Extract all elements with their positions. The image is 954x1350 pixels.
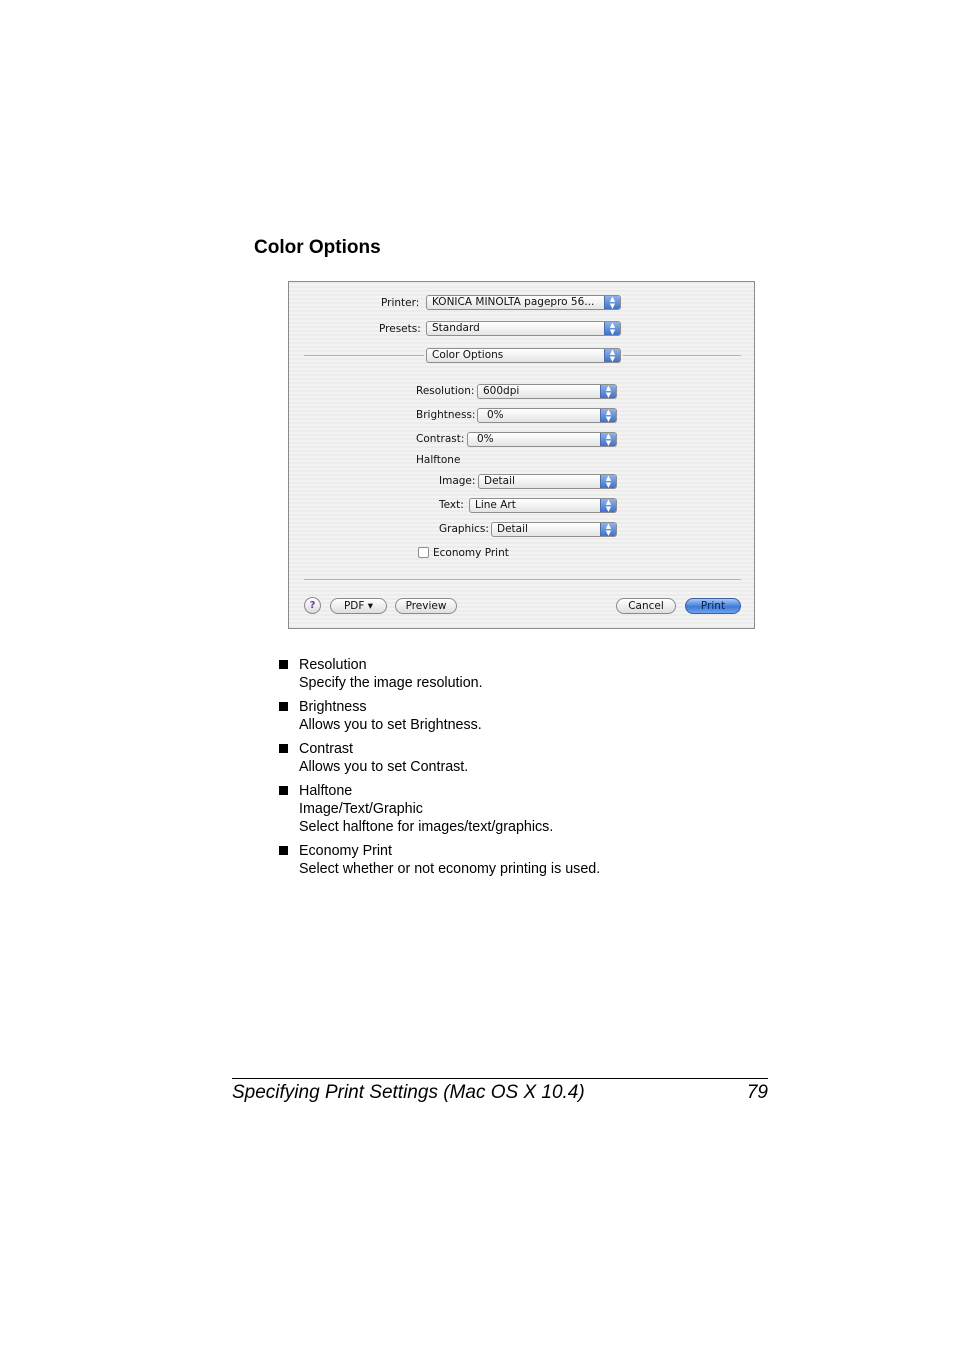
list-item [277, 740, 600, 776]
resolution-popup[interactable] [477, 384, 617, 399]
option-descriptions [277, 656, 600, 884]
item-subtitle: Image/Text/Graphic [299, 801, 423, 817]
image-value: Detail [484, 475, 515, 487]
print-button[interactable]: Print [685, 598, 741, 614]
text-label: Text: [439, 499, 464, 511]
bullet-square-icon [279, 846, 288, 855]
panel-value: Color Options [432, 349, 504, 361]
text-value: Line Art [475, 499, 516, 511]
bullet-square-icon [279, 744, 288, 753]
bullet-square-icon [279, 702, 288, 711]
pdf-button[interactable]: PDF ▾ [330, 598, 387, 614]
text-popup[interactable] [469, 498, 617, 513]
presets-value: Standard [432, 322, 480, 334]
bullet-square-icon [279, 786, 288, 795]
separator-line [304, 579, 741, 580]
popup-arrows-icon: ▲ ▼ [600, 385, 616, 398]
separator-line [623, 355, 741, 356]
item-description: Allows you to set Contrast. [299, 759, 469, 775]
graphics-label: Graphics: [439, 523, 489, 535]
footer-rule [232, 1078, 768, 1079]
popup-arrows-icon: ▲ ▼ [600, 433, 616, 446]
popup-arrows-icon: ▲ ▼ [600, 409, 616, 422]
page-number: 79 [746, 1082, 768, 1103]
popup-arrows-icon: ▲ ▼ [600, 523, 616, 536]
graphics-popup[interactable] [491, 522, 617, 537]
brightness-popup[interactable] [477, 408, 617, 423]
list-item [277, 782, 600, 836]
contrast-popup[interactable] [467, 432, 617, 447]
popup-arrows-icon: ▲ ▼ [600, 475, 616, 488]
presets-label: Presets: [379, 323, 421, 335]
presets-popup[interactable] [426, 321, 621, 336]
popup-arrows-icon: ▲ ▼ [604, 322, 620, 335]
resolution-label: Resolution: [416, 385, 475, 397]
bullet-square-icon [279, 660, 288, 669]
list-item [277, 698, 600, 734]
economy-print-checkbox[interactable] [418, 547, 429, 558]
image-popup[interactable] [478, 474, 617, 489]
printer-popup[interactable] [426, 295, 621, 310]
brightness-label: Brightness: [416, 409, 476, 421]
image-label: Image: [439, 475, 476, 487]
contrast-label: Contrast: [416, 433, 465, 445]
contrast-value: 0% [477, 433, 494, 445]
item-description: Specify the image resolution. [299, 675, 483, 691]
graphics-value: Detail [497, 523, 528, 535]
list-item [277, 656, 600, 692]
printer-label: Printer: [381, 297, 420, 309]
print-dialog [288, 281, 755, 629]
popup-arrows-icon: ▲ ▼ [604, 296, 620, 309]
preview-button[interactable]: Preview [395, 598, 457, 614]
panel-popup[interactable] [426, 348, 621, 363]
halftone-label: Halftone [416, 454, 461, 466]
item-title: Economy Print [299, 843, 392, 859]
help-button[interactable]: ? [304, 597, 321, 614]
popup-arrows-icon: ▲ ▼ [600, 499, 616, 512]
item-description: Allows you to set Brightness. [299, 717, 482, 733]
item-title: Contrast [299, 741, 354, 757]
printer-value: KONICA MINOLTA pagepro 56... [432, 296, 595, 308]
item-title: Brightness [299, 699, 367, 715]
item-title: Halftone [299, 783, 353, 799]
resolution-value: 600dpi [483, 385, 520, 397]
footer-title: Specifying Print Settings (Mac OS X 10.4) [232, 1082, 585, 1103]
brightness-value: 0% [487, 409, 504, 421]
popup-arrows-icon: ▲ ▼ [604, 349, 620, 362]
item-description: Select whether or not economy printing is used. [299, 861, 601, 877]
item-description: Select halftone for images/text/graphics. [299, 819, 554, 835]
list-item [277, 842, 600, 878]
section-title: Color Options [254, 237, 381, 258]
cancel-button[interactable]: Cancel [616, 598, 676, 614]
separator-line [304, 355, 424, 356]
economy-print-label[interactable]: Economy Print [433, 547, 509, 559]
item-title: Resolution [299, 657, 367, 673]
